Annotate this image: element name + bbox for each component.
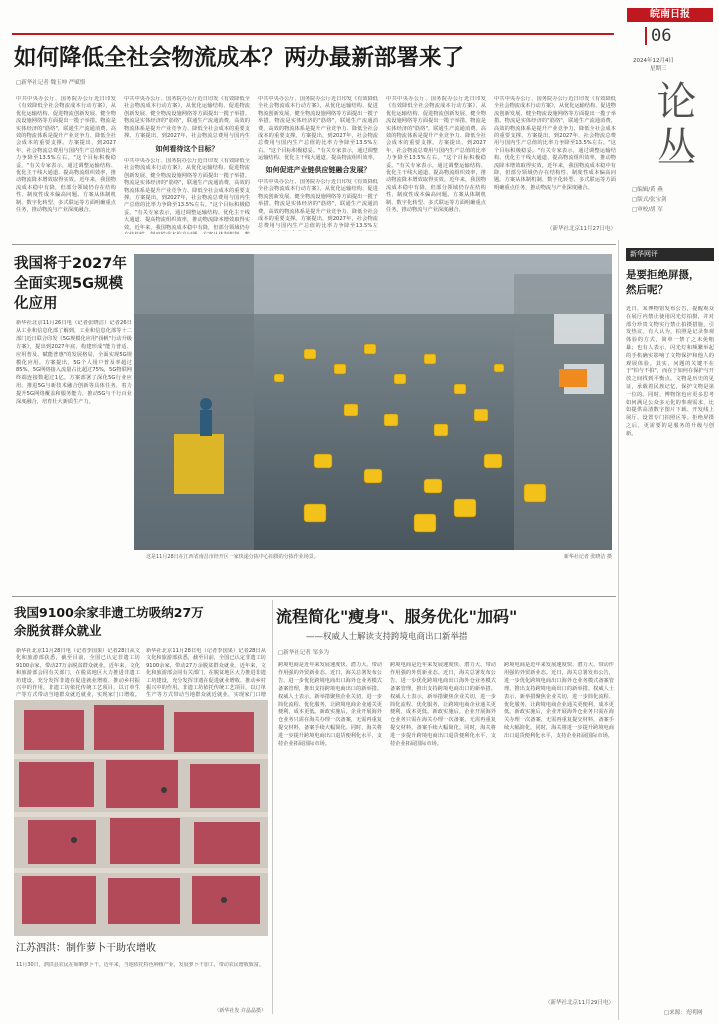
editor-line: □版式/张宝剑: [632, 197, 667, 203]
section-title: 论丛: [650, 80, 696, 172]
story-5g-headline-line: 我国将于2027年: [14, 256, 127, 272]
lead-body-col3b: 中共中央办公厅、国务院办公厅近日印发《有效降低全社会物流成本行动方案》，从优化运输结构、促进物流创新发展、健全物流设施网络等方面提出一揽子举措。物流是实体经济的"筋络"，联通生产流通消费，高效的物流体系是提升产业竞争力、降低全社会成本的重要支撑。方案提出，到2027年，社会物流总费用与国内生产总值的比率力争降至13.5%左: [258, 179, 378, 230]
lead-body-col5: 中共中央办公厅、国务院办公厅近日印发《有效降低全社会物流成本行动方案》，从优化运输结构、促进物流创新发展、健全物流设施网络等方面提出一揽子举措。物流是实体经济的"筋络"，联通生产流通消费，高效的物流体系是提升产业竞争力、降低全社会成本的重要支撑。方案提出，到2027年，社会物流总费用与国内生产总值的比率力争降至13.5%左右。"这个目标积极稳妥。"有关专家表示，通过调整运输结构、优化主干线大通道、提高物流组织效率，推动物流降本增效取得实效。近年来，我国物流成本稳中有降，但部分领域仍存在结构性、制度性成本偏高问题。方案从体制机制、数字化转型、多式联运等方面明确重点任务，推动物流与产业深度融合。: [494, 96, 616, 191]
lead-body-col4: 中共中央办公厅、国务院办公厅近日印发《有效降低全社会物流成本行动方案》，从优化运输结构、促进物流创新发展、健全物流设施网络等方面提出一揽子举措。物流是实体经济的"筋络"，联通生产流通消费，高效的物流体系是提升产业竞争力、降低全社会成本的重要支撑。方案提出，到2027年，社会物流总费用与国内生产总值的比率力争降至13.5%左右。"这个目标积极稳妥。"有关专家表示，通过调整运输结构、优化主干线大通道、提高物流组织效率，推动物流降本增效取得实效。近年来，我国物流成本稳中有降，但部分领域仍存在结构性、制度性成本偏高问题。方案从体制机制、数字化转型、多式联运等方面明确重点任务，推动物流与产业深度融合。: [386, 96, 486, 214]
column-title-line: 是要拒绝屏摄，: [626, 269, 700, 281]
masthead-logo: 皖南日报: [627, 8, 713, 22]
page-number: 06: [645, 27, 671, 45]
story-jobs-body-col1: 新华社北京11月28日电（记者李国果）记者28日从文化和旅游部获悉，截至目前，全国已认定非遗工坊9100余家，带动27万余脱贫群众就业。近年来，文化和旅游部会同有关部门，在脱贫地区大力推进非遗工坊建设，充分发挥非遗在促进就业增收、推动乡村振兴中的作用。非遗工坊依托传统工艺项目，以订单生产等方式带动当地群众就近就业，实现家门口增收。: [16, 648, 140, 698]
story-5g-body: 新华社北京11月26日电（记者张晓洁）记者26日从工业和信息化部了解到，工业和信息化部等十二部门近日联合印发《5G规模化应用"扬帆"行动升级方案》，提出到2027年底，构建形成"能力普适、应用普及、赋能普惠"的发展格局，全面实现5G规模化应用。方案提出，5G个人用户普及率超过85%，5G网络接入流量占比超过75%，5G物联网终端连接数超过1亿。方案部署了深化5G行业应用、推进5G与新技术融合创新等具体任务，着力提升5G网络覆盖和服务能力，推动5G与千行百业深度融合，培育壮大新质生产力。: [16, 320, 132, 406]
story-trade-headline: 流程简化"瘦身"、服务优化"加码": [276, 607, 518, 626]
story-trade-body-col2: 跨境电商是近年来发展速度快、潜力大、带动作用强的外贸新业态。近日，海关总署发布公告，进一步优化跨境电商出口海外仓业务模式备案管理，推出支持跨境电商出口的新举措。权威人士表示，新举措聚焦企业关切，进一步简化流程、优化服务，让跨境电商企业通关更便利、成本更低。新政实施后，企业开展海外仓业务只需在海关办理一次备案，无需再重复提交材料，备案手续大幅简化。同时，海关将进一步提升跨境电商出口退货便利化水平，支持企业拓展国际市场。: [390, 662, 496, 748]
story-trade-credit: （新华社北京11月29日电）: [545, 1000, 614, 1006]
column-divider: [618, 240, 619, 1020]
warehouse-photo-credit: 新华社记者 张晓洁 摄: [563, 554, 612, 560]
lead-col2: [124, 96, 250, 236]
lead-col3: [258, 96, 378, 236]
story-5g-headline-line: 全面实现5G规模: [14, 276, 123, 292]
story-jobs-headline: [14, 604, 274, 640]
editor-line: □编辑/黄 燕: [632, 187, 663, 193]
radish-field-illustration: [14, 700, 268, 936]
story-trade-byline: □新华社记者 邹多为: [278, 650, 329, 656]
column-author: □来源：光明网: [664, 1010, 703, 1016]
column-tag: 新华网评: [626, 248, 714, 261]
section-rule: [12, 244, 616, 245]
lead-byline: □新华社记者 魏玉坤 严赋憬: [16, 80, 86, 86]
lead-subhead-1: 如何看待这个目标？: [155, 145, 219, 153]
column-body: 近日，某博物馆发布公告，提醒观众在展厅内禁止使用闪光灯拍摄，并对部分珍贵文物实行禁止拍摄措施，引发热议。有人认为，拍照是记录参观体验的方式，简单一禁了之未免粗暴；也有人表示，闪光灯和频繁举起的手机确实影响了文物保护和他人的观展体验。其实，问题的关键不在于"拍与不拍"，而在于如何在保护与开放之间找到平衡点。文物是历史的见证，承载着民族记忆，保护文物是第一位的。同时，博物馆也应更多思考如何满足公众多元化的参观需求，比如提供高清数字图片下载、开发线上展厅、设置专门拍照区等。拒绝屏摄之后，更需要的是服务的升级与创新。: [626, 306, 714, 437]
section-rule-2: [12, 596, 616, 597]
column-title-line: 然后呢？: [626, 284, 668, 296]
story-jobs-headline-line: 我国9100余家非遗工坊吸纳27万: [14, 605, 204, 620]
lead-body-col1: 中共中央办公厅、国务院办公厅近日印发《有效降低全社会物流成本行动方案》，从优化运输结构、促进物流创新发展、健全物流设施网络等方面提出一揽子举措。物流是实体经济的"筋络"，联通生产流通消费，高效的物流体系是提升产业竞争力、降低全社会成本的重要支撑。方案提出，到2027年，社会物流总费用与国内生产总值的比率力争降至13.5%左右。"这个目标积极稳妥。"有关专家表示，通过调整运输结构、优化主干线大通道、提高物流组织效率，推动物流降本增效取得实效。近年来，我国物流成本稳中有降，但部分领域仍存在结构性、制度性成本偏高问题。方案从体制机制、数字化转型、多式联运等方面明确重点任务，推动物流与产业深度融合。: [16, 96, 116, 214]
story-jobs-body-col2: 新华社北京11月28日电（记者李国果）记者28日从文化和旅游部获悉，截至目前，全国已认定非遗工坊9100余家，带动27万余脱贫群众就业。近年来，文化和旅游部会同有关部门，在脱贫地区大力推进非遗工坊建设，充分发挥非遗在促进就业增收、推动乡村振兴中的作用。非遗工坊依托传统工艺项目，以订单生产等方式带动当地群众就近就业，实现家门口增: [146, 648, 266, 698]
story-5g-headline: [14, 254, 132, 314]
radish-photo-credit: （新华社发 许晶晶摄）: [214, 1008, 266, 1014]
column-divider-2: [272, 600, 273, 1014]
lead-body-col3: 中共中央办公厅、国务院办公厅近日印发《有效降低全社会物流成本行动方案》，从优化运输结构、促进物流创新发展、健全物流设施网络等方面提出一揽子举措。物流是实体经济的"筋络"，联通生产流通消费，高效的物流体系是提升产业竞争力、降低全社会成本的重要支撑。方案提出，到2027年，社会物流总费用与国内生产总值的比率力争降至13.5%左右。"这个目标积极稳妥。"有关专家表示，通过调整运输结构、优化主干线大通道、提高物流组织效率，: [258, 96, 378, 162]
lead-subhead-2: 如何促进产业链供应链融合发展？: [265, 166, 371, 174]
lead-col5: [494, 96, 616, 236]
issue-date: 2024年12月4日: [633, 58, 674, 64]
story-trade-body-col1: 跨境电商是近年来发展速度快、潜力大、带动作用强的外贸新业态。近日，海关总署发布公告，进一步优化跨境电商出口海外仓业务模式备案管理，推出支持跨境电商出口的新举措。权威人士表示，新举措聚焦企业关切，进一步简化流程、优化服务，让跨境电商企业通关更便利、成本更低。新政实施后，企业开展海外仓业务只需在海关办理一次备案，无需再重复提交材料，备案手续大幅简化。同时，海关将进一步提升跨境电商出口退货便利化水平，支持企业拓展国际市场。: [278, 662, 382, 748]
story-5g-headline-line: 化应用: [14, 296, 58, 312]
column-title: [626, 268, 714, 298]
story-trade-subheadline: ——权威人士解读支持跨境电商出口新举措: [306, 632, 468, 642]
story-jobs-headline-line: 余脱贫群众就业: [14, 623, 102, 638]
lead-headline: 如何降低全社会物流成本？两办最新部署来了: [14, 45, 465, 71]
radish-photo-caption: 11月30日，泗洪县农民在晾晒萝卜干。近年来，当地依托特色种植产业，发展萝卜干加工，带动农民增收致富。: [16, 962, 264, 968]
warehouse-photo: [134, 254, 612, 550]
editor-line: □审校/胡 军: [632, 207, 663, 213]
editor-credits: [632, 185, 702, 215]
radish-photo-title: 江苏泗洪：制作萝卜干助农增收: [16, 943, 156, 954]
radish-photo: [14, 700, 268, 936]
warehouse-photo-caption: 这是11月28日在江西省南昌市经开区一家快递分拣中心拍摄的分拣作业场景。: [146, 554, 319, 560]
lead-body-col2: 中共中央办公厅、国务院办公厅近日印发《有效降低全社会物流成本行动方案》，从优化运输结构、促进物流创新发展、健全物流设施网络等方面提出一揽子举措。物流是实体经济的"筋络"，联通生产流通消费，高效的物流体系是提升产业竞争力、降低全社会成本的重要支撑。方案提出，到2027年，社会物流总费用与国内生: [124, 96, 250, 140]
warehouse-illustration: [134, 254, 612, 550]
lead-body-col2b: 中共中央办公厅、国务院办公厅近日印发《有效降低全社会物流成本行动方案》，从优化运输结构、促进物流创新发展、健全物流设施网络等方面提出一揽子举措。物流是实体经济的"筋络"，联通生产流通消费，高效的物流体系是提升产业竞争力、降低全社会成本的重要支撑。方案提出，到2027年，社会物流总费用与国内生产总值的比率力争降至13.5%左右。"这个目标积极稳妥。"有关专家表示，通过调整运输结构、优化主干线大通道、提高物流组织效率，推动物流降本增效取得实效。近年来，我国物流成本稳中有降，但部分领域仍存: [124, 158, 250, 231]
issue-weekday: 星期三: [650, 66, 667, 72]
lead-credit: （新华社北京11月27日电）: [547, 226, 616, 232]
story-trade-col3: [504, 662, 614, 1012]
top-rule: [12, 33, 614, 35]
story-trade-body-col3: 跨境电商是近年来发展速度快、潜力大、带动作用强的外贸新业态。近日，海关总署发布公告，进一步优化跨境电商出口海外仓业务模式备案管理，推出支持跨境电商出口的新举措。权威人士表示，新举措聚焦企业关切，进一步简化流程、优化服务，让跨境电商企业通关更便利、成本更低。新政实施后，企业开展海外仓业务只需在海关办理一次备案，无需再重复提交材料，备案手续大幅简化。同时，海关将进一步提升跨境电商出口退货便利化水平，支持企业拓展国际市场。: [504, 662, 614, 740]
